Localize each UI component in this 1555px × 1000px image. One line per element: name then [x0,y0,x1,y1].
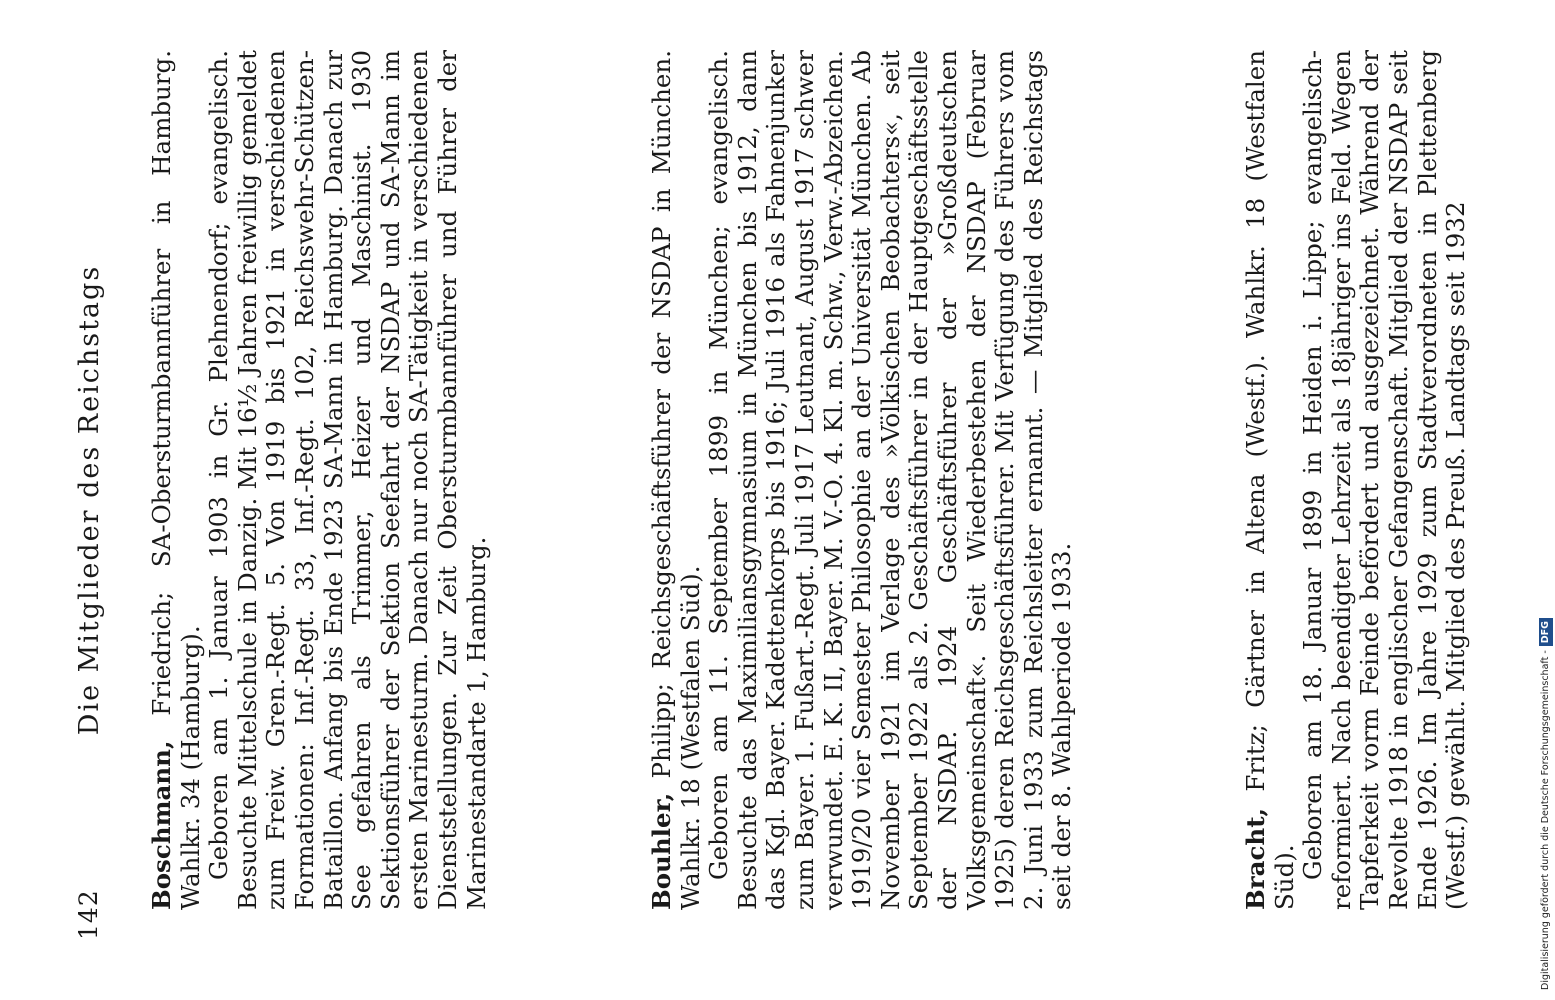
running-title: Die Mitglieder des Reichstags [74,264,105,736]
entry-name: Bouhler, [647,792,676,910]
entry-name: Boschmann, [147,740,176,910]
entry-heading [648,50,705,910]
biography-entry-boschmann [148,50,491,910]
entry-name: Bracht, [1241,807,1270,910]
entry-body: Geboren am 18. Januar 1899 in Heiden i. Lippe; evangelisch-reformiert. Nach beendigter Lehrzeit als 18jähriger ins Feld. Wegen Tapferkeit vorm Feinde befördert und ausgezeichnet. Während der Revolte 1918 in englischer Gefangenschaft. Mitglied der NSDAP seit Ende 1926. Im Jahre 1929 zum Stadtverordneten in Plettenberg (Westf.) gewählt. Mitglied des Preuß. Landtags seit 1932 [1298,50,1471,910]
biography-entry-bouhler [648,50,1077,910]
entry-descriptor: Friedrich; SA-Obersturmbannführer in Hamburg. Wahlkr. 34 (Hamburg). [147,50,205,910]
dfg-logo: DFG [1539,618,1553,646]
entry-heading [1242,50,1299,910]
entry-descriptor: Fritz; Gärtner in Altena (Westf.). Wahlkr. 18 (Westfalen Süd). [1241,50,1299,910]
page-header [66,60,116,940]
digitization-credit [1539,10,1553,990]
entry-descriptor: Philipp; Reichsgeschäftsführer der NSDAP in München. Wahlkr. 18 (Westfalen Süd). [647,50,705,910]
entry-body: Geboren am 11. September 1899 in München; evangelisch. Besuchte das Maximiliansgymnasium in München bis 1912, dann das Kgl. Bayer. Kadettenkorps bis 1916; Juli 1916 als Fahnenjunker zum Bayer. 1. Fußart.-Regt. Juli 1917 Leutnant, August 1917 schwer verwundet. E. K. II, Bayer. M. V.-O. 4. Kl. m. Schw., Verw.-Abzeichen. 1919/20 vier Semester Philosophie an der Universität München. Ab November 1921 im Verlage des »Völkischen Beobachters«, seit September 1922 als 2. Geschäftsführer in der Hauptgeschäftsstelle der NSDAP. 1924 Geschäftsführer der »Großdeutschen Volksgemeinschaft«. Seit Wiederbestehen der NSDAP (Februar 1925) deren Reichsgeschäftsführer. Mit Verfügung des Führers vom 2. Juni 1933 zum Reichsleiter ernannt. — Mitglied des Reichstags seit der 8. Wahlperiode 1933. [704,50,1077,910]
entry-body: Geboren am 1. Januar 1903 in Gr. Plehnendorf; evangelisch. Besuchte Mittelschule in Danzig. Mit 16½ Jahren freiwillig gemeldet zum Freiw. Gren.-Regt. 5. Von 1919 bis 1921 in verschiedenen Formationen: Inf.-Regt. 33, Inf.-Regt. 102, Reichswehr-Schützen-Bataillon. Anfang bis Ende 1923 SA-Mann in Hamburg. Danach zur See gefahren als Trimmer, Heizer und Maschinist. 1930 Sektionsführer der Sektion Seefahrt der NSDAP und SA-Mann im ersten Marinesturm. Danach nur noch SA-Tätigkeit in verschiedenen Dienststellungen. Zur Zeit Obersturmbannführer und Führer der Marinestandarte 1, Hamburg. [204,50,491,910]
entry-heading [148,50,205,910]
biography-entry-bracht [1242,50,1471,910]
page-number: 142 [74,889,103,940]
credit-text: Digitalisierung gefördert durch die Deutsche Forschungsgemeinschaft - [1540,650,1551,990]
